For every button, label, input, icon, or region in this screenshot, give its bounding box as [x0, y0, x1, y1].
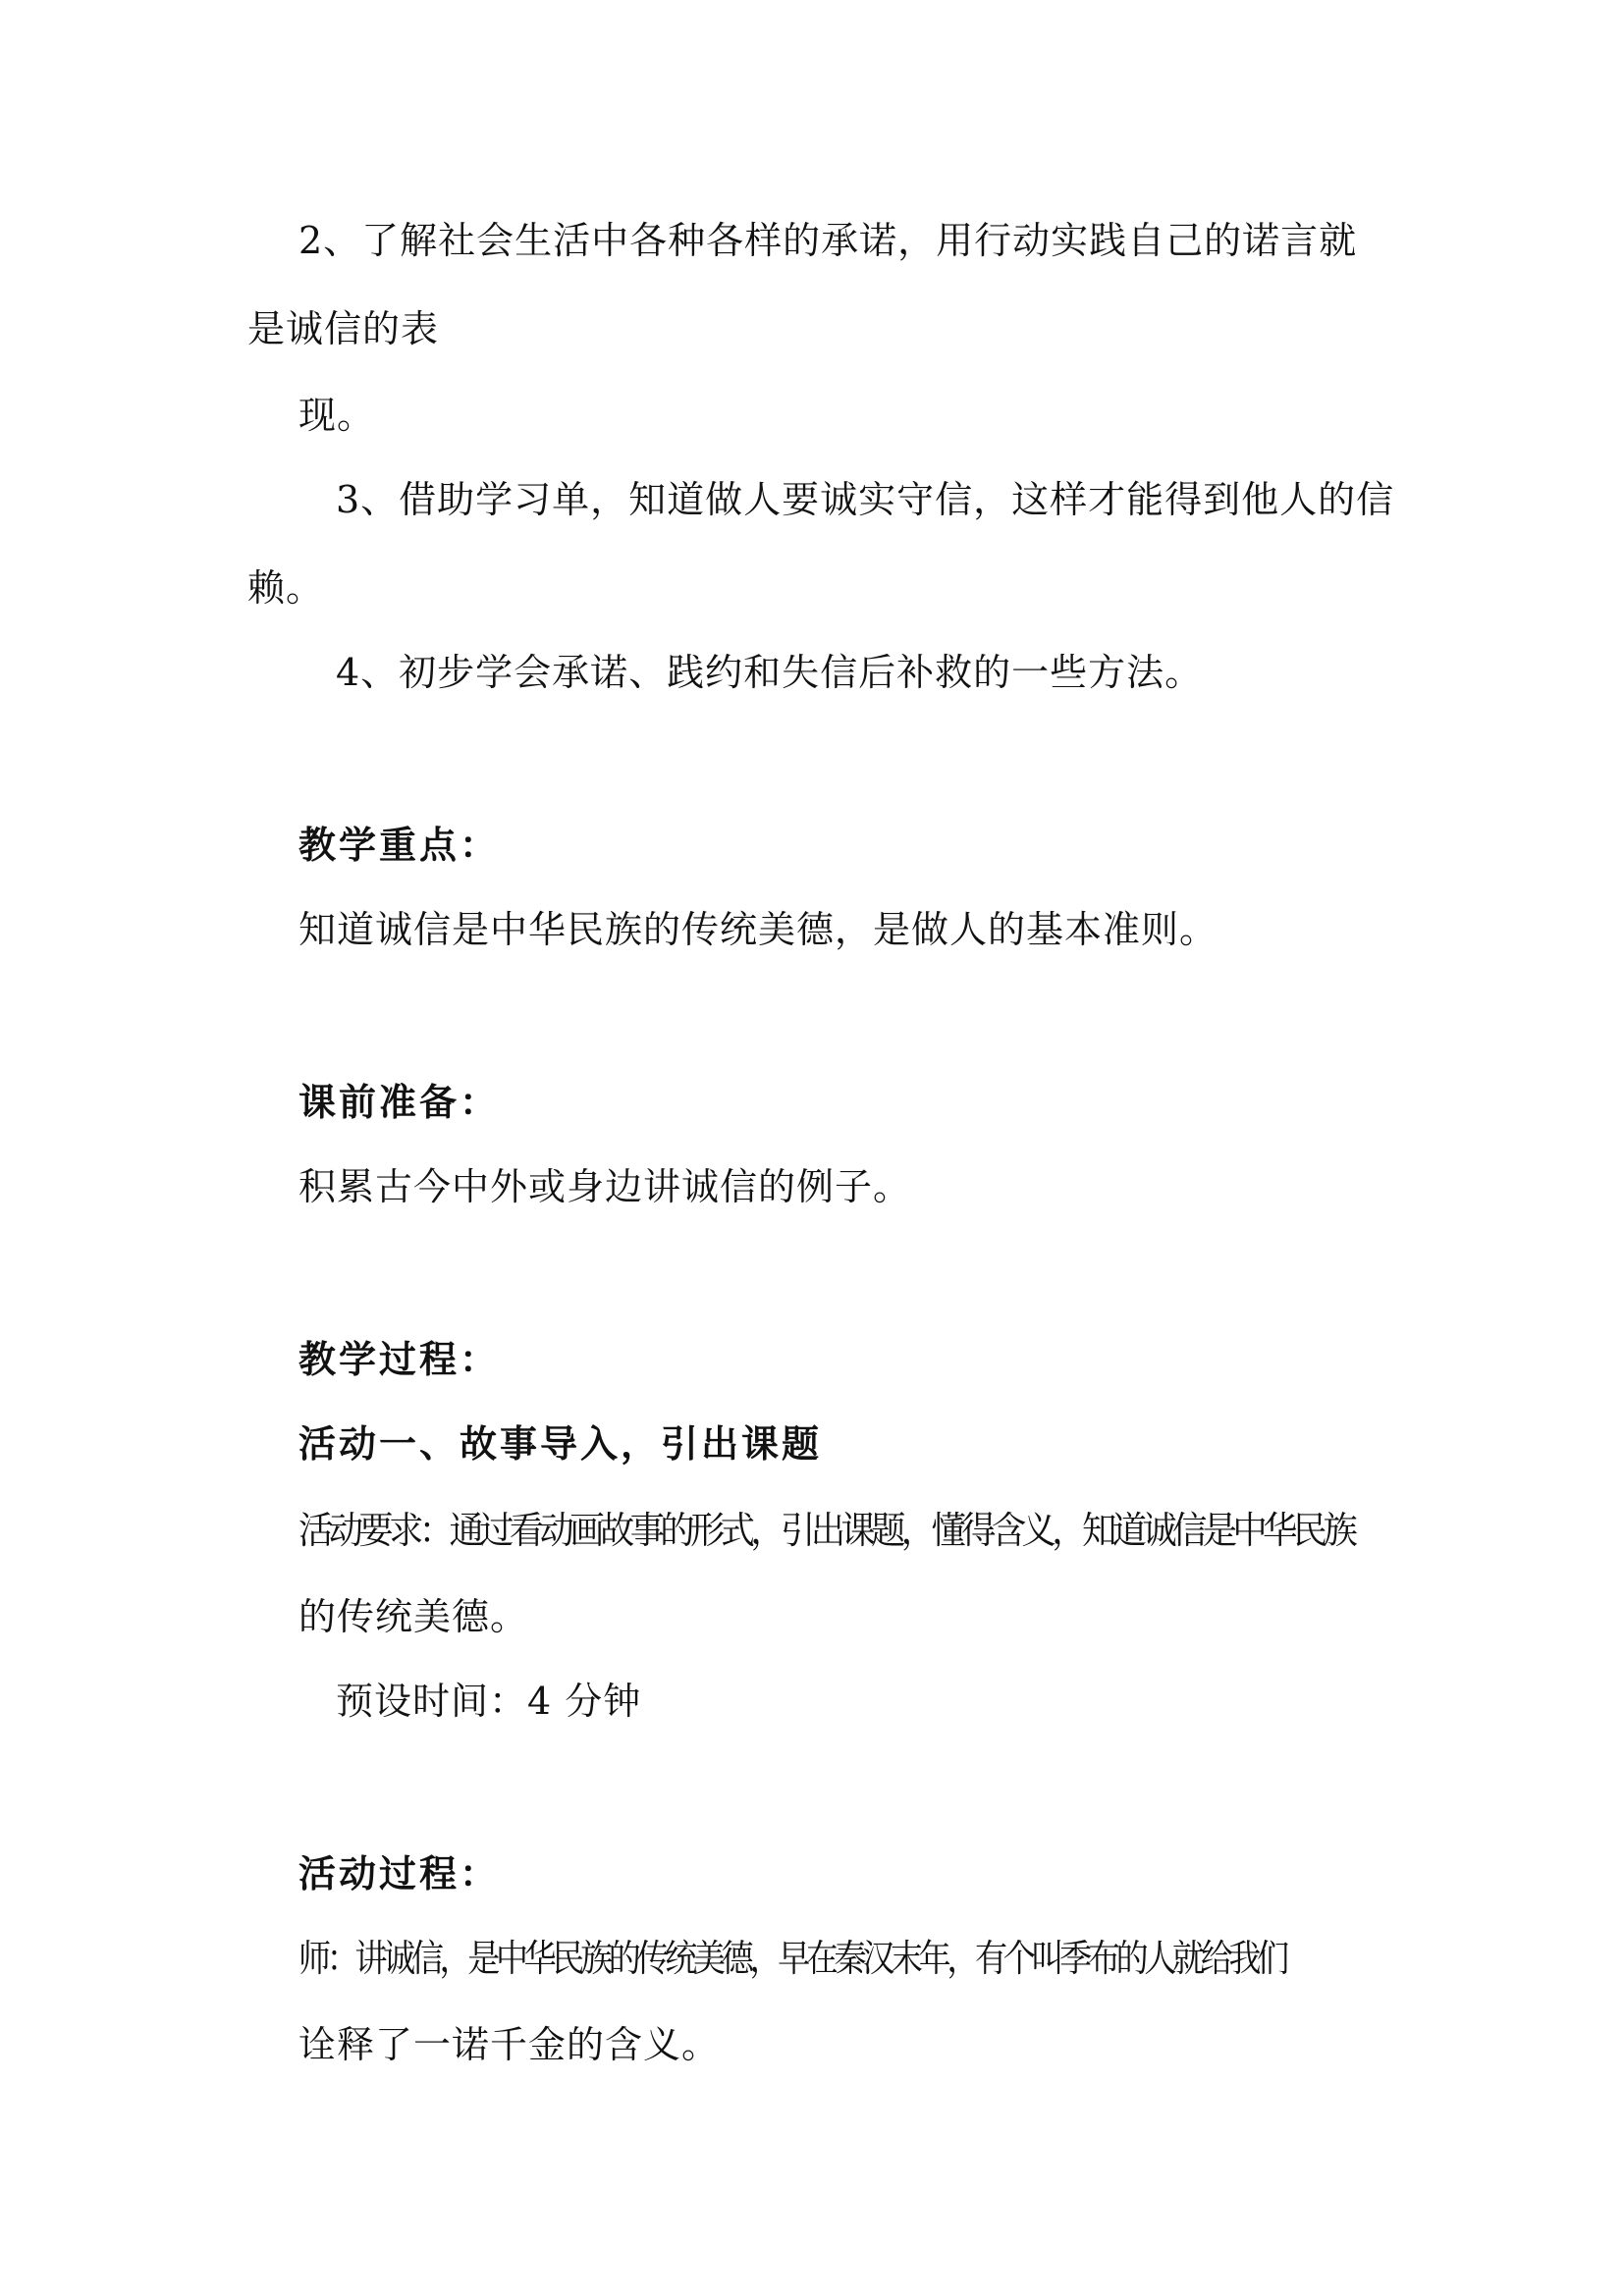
- objective-3-line-1: 3、借助学习单，知道做人要诚实守信，这样才能得到他人的信: [336, 478, 1395, 521]
- objective-2-line-3: 现。: [298, 394, 376, 437]
- teacher-line-2: 诠释了一诺千金的含义。: [298, 2023, 721, 2066]
- objective-4: 4、初步学会承诺、践约和失信后补救的一些方法。: [336, 651, 1204, 694]
- preset-time: 预设时间：4 分钟: [336, 1680, 642, 1723]
- key-points-heading: 教学重点：: [298, 823, 501, 867]
- objective-3-line-2: 赖。: [247, 566, 325, 610]
- activity-requirement-line-2: 的传统美德。: [298, 1595, 529, 1638]
- activity-process-heading: 活动过程：: [298, 1851, 501, 1896]
- process-heading: 教学过程：: [298, 1337, 501, 1381]
- key-points-text: 知道诚信是中华民族的传统美德，是做人的基本准则。: [298, 908, 1218, 951]
- objective-2-line-1: 2、了解社会生活中各种各样的承诺，用行动实践自己的诺言就: [298, 219, 1358, 262]
- preparation-text: 积累古今中外或身边讲诚信的例子。: [298, 1165, 912, 1208]
- objective-2-line-2: 是诚信的表: [247, 307, 440, 350]
- teacher-line-1: 师：讲诚信，是中华民族的传统美德，早在秦汉末年，有个叫季布的人就给我们: [298, 1937, 1285, 1980]
- activity-1-title: 活动一、故事导入，引出课题: [298, 1421, 823, 1466]
- activity-requirement-line-1: 活动要求：通过看动画故事的形式，引出课题，懂得含义，知道诚信是中华民族: [298, 1509, 1354, 1552]
- preparation-heading: 课前准备：: [298, 1080, 501, 1124]
